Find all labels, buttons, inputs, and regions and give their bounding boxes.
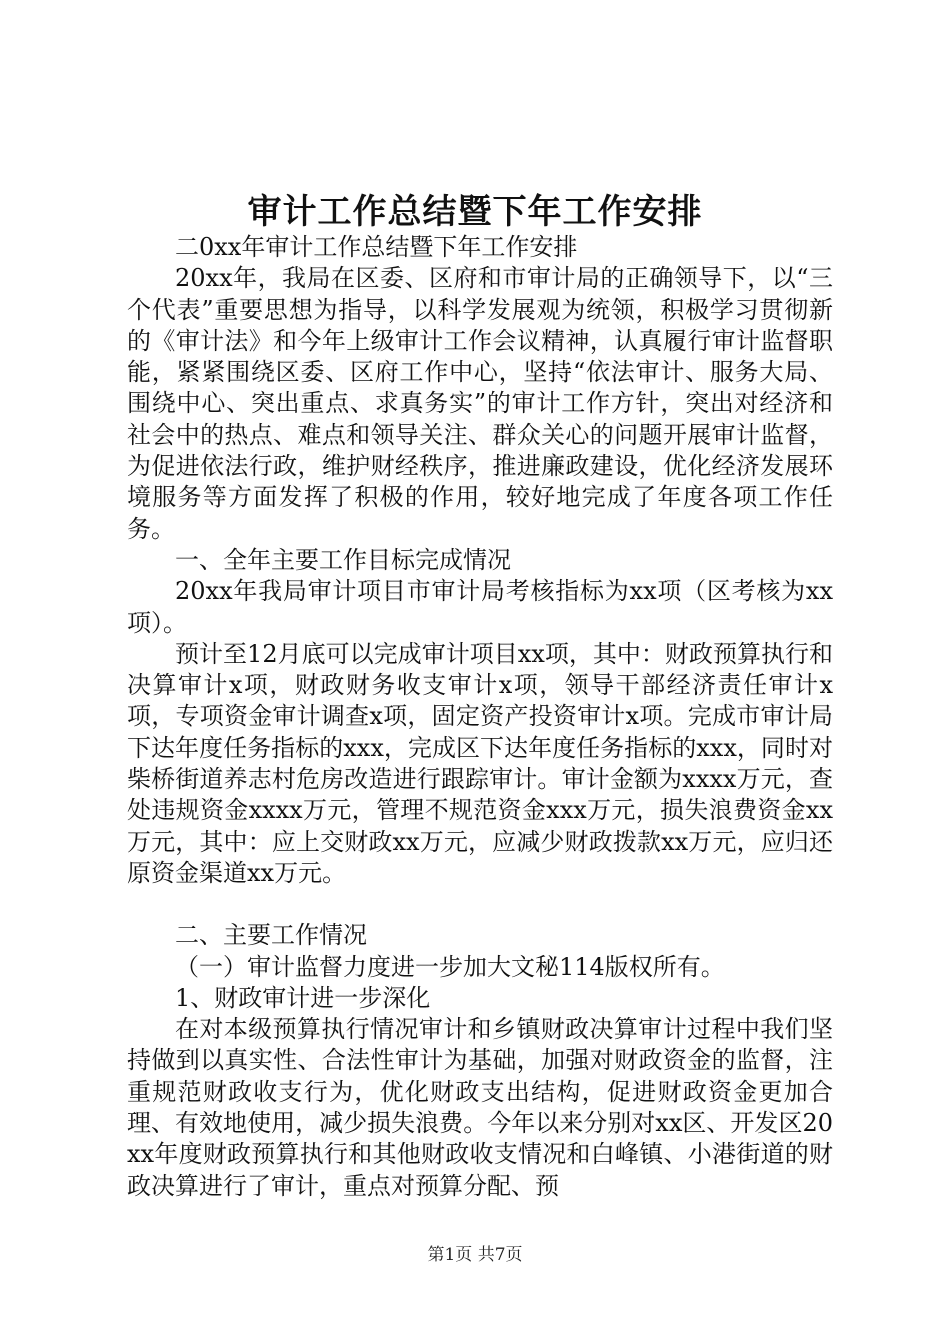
sub-subsection-heading: 1、财政审计进一步深化 xyxy=(175,983,431,1012)
intro-paragraph: 20xx年，我局在区委、区府和市审计局的正确领导下，以“三个代表”重要思想为指导，以科学发展观为统领，积极学习贯彻新的《审计法》和今年上级审计工作会议精神，认真履行审计监督职能，紧紧围绕区委、区府工作中心，坚持“依法审计、服务大局、围绕中心、突出重点、求真务实”的审计工作方针，突出对经济和社会中的热点、难点和领导关注、群众关心的问题开展审计监督，为促进依法行政，维护财经秩序，推进廉政建设，优化经济发展环境服务等方面发挥了积极的作用，较好地完成了年度各项工作任务。 xyxy=(127,264,833,543)
paragraph-gap xyxy=(127,889,833,920)
page-number: 第1页 共7页 xyxy=(427,1245,523,1265)
document-body xyxy=(127,232,833,1202)
section-heading-2: 二、主要工作情况 xyxy=(175,921,367,950)
subsection-heading: （一）审计监督力度进一步加大文秘114版权所有。 xyxy=(175,952,725,981)
finance-audit-paragraph: 在对本级预算执行情况审计和乡镇财政决算审计过程中我们坚持做到以真实性、合法性审计为基础，加强对财政资金的监督，注重规范财政收支行为，优化财政支出结构，促进财政资金更加合理、有效地使用，减少损失浪费。今年以来分别对xx区、开发区20xx年度财政预算执行和其他财政收支情况和白峰镇、小港街道的财政决算进行了审计，重点对预算分配、预 xyxy=(127,1015,833,1200)
section-heading-1: 一、全年主要工作目标完成情况 xyxy=(175,545,511,574)
document-title: 审计工作总结暨下年工作安排 xyxy=(247,192,703,232)
subtitle-paragraph: 二0xx年审计工作总结暨下年工作安排 xyxy=(175,233,578,261)
completion-paragraph: 预计至12月底可以完成审计项目xx项，其中：财政预算执行和决算审计x项，财政财务收支审计x项，领导干部经济责任审计x项，专项资金审计调查x项，固定资产投资审计x项。完成市审计局下达年度任务指标的xxx，完成区下达年度任务指标的xxx，同时对柴桥街道养志村危房改造进行跟踪审计。审计金额为xxxx万元，查处违规资金xxxx万元，管理不规范资金xxx万元，损失浪费资金xx万元，其中：应上交财政xx万元，应减少财政拨款xx万元，应归还原资金渠道xx万元。 xyxy=(127,639,833,887)
target-paragraph: 20xx年我局审计项目市审计局考核指标为xx项（区考核为xx项）。 xyxy=(127,577,833,637)
